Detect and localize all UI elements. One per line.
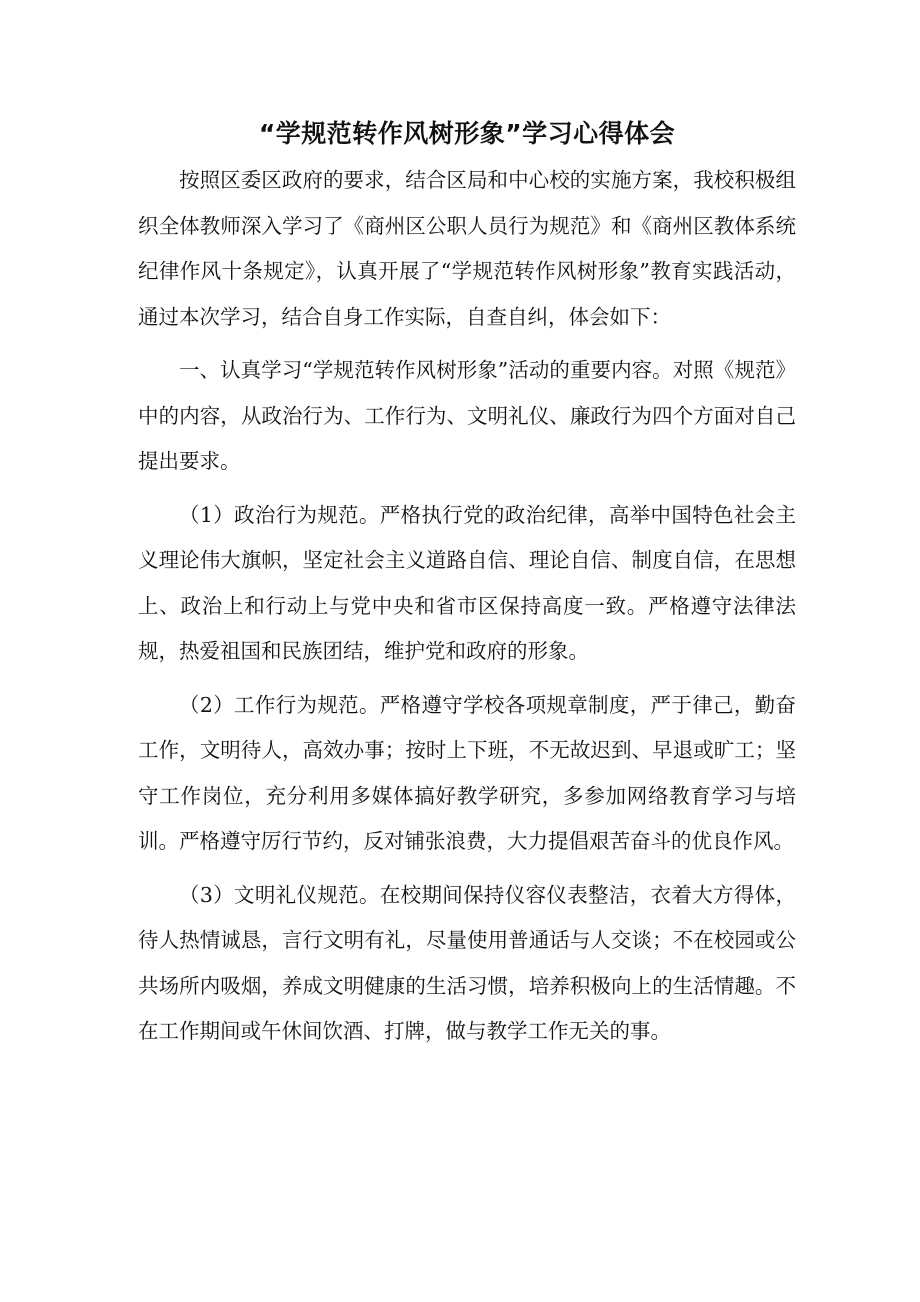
paragraph-work-conduct: （2）工作行为规范。严格遵守学校各项规章制度，严于律己，勤奋工作，文明待人，高效办事；按时上下班，不无故迟到、早退或旷工；坚守工作岗位，充分利用多媒体搞好教学研究，多参加网络教育学习与培训。严格遵守厉行节约，反对铺张浪费，大力提倡艰苦奋斗的优良作风。 <box>138 692 796 853</box>
document-title: “学规范转作风树形象”学习心得体会 <box>258 119 676 148</box>
paragraph-civility-etiquette: （3）文明礼仪规范。在校期间保持仪容仪表整洁，衣着大方得体，待人热情诚恳，言行文明有礼，尽量使用普通话与人交谈；不在校园或公共场所内吸烟，养成文明健康的生活习惯，培养积极向上的生活情趣。不在工作期间或午休间饮酒、打牌，做与教学工作无关的事。 <box>138 882 796 1043</box>
paragraph-intro: 按照区委区政府的要求，结合区局和中心校的实施方案，我校积极组织全体教师深入学习了《商州区公职人员行为规范》和《商州区教体系统纪律作风十条规定》，认真开展了“学规范转作风树形象”教育实践活动，通过本次学习，结合自身工作实际，自查自纠，体会如下： <box>138 168 796 329</box>
paragraph-section-one: 一、认真学习“学规范转作风树形象”活动的重要内容。对照《规范》中的内容，从政治行为、工作行为、文明礼仪、廉政行为四个方面对自己提出要求。 <box>138 358 796 473</box>
paragraph-political-conduct: （1）政治行为规范。严格执行党的政治纪律，高举中国特色社会主义理论伟大旗帜，坚定社会主义道路自信、理论自信、制度自信，在思想上、政治上和行动上与党中央和省市区保持高度一致。严格遵守法律法规，热爱祖国和民族团结，维护党和政府的形象。 <box>138 502 796 663</box>
document-body <box>138 112 796 1063</box>
